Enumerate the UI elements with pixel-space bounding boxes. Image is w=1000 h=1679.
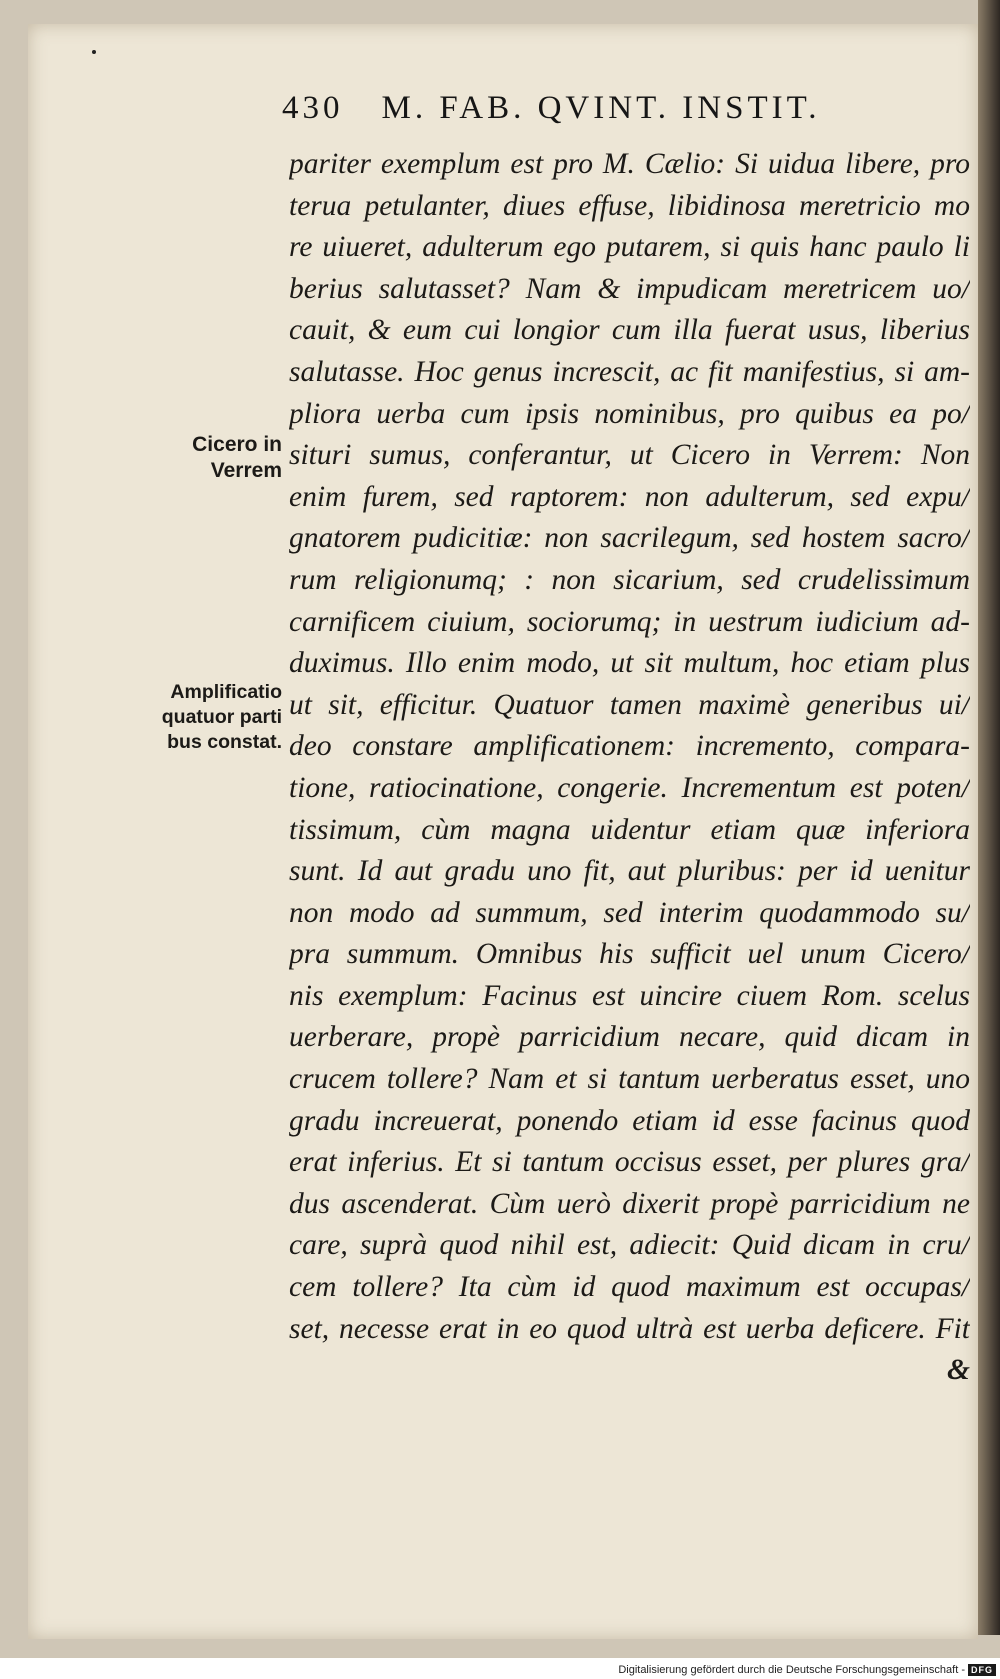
footer-text: Digitalisierung gefördert durch die Deutsche Forschungsgemeinschaft -	[618, 1664, 965, 1676]
text-line: gnatorem pudicitiæ: non sacrilegum, sed hostem sacro/	[289, 522, 970, 555]
text-line: dus ascenderat. Cùm uerò dixerit propè parricidium ne	[289, 1187, 970, 1220]
digitization-footer	[618, 1664, 996, 1676]
text-line: ut sit, efficitur. Quatuor tamen maximè generibus ui/	[289, 688, 970, 721]
text-line: pra summum. Omnibus his sufficit uel unum Cicero/	[289, 938, 970, 971]
catchword: &	[947, 1354, 970, 1387]
text-line: re uiueret, adulterum ego putarem, si quis hanc paulo li	[289, 231, 970, 264]
margin-note-line: Amplificatio	[170, 681, 282, 703]
margin-note-amplificatio	[120, 680, 282, 755]
margin-note-line: Verrem	[210, 459, 282, 482]
text-line: uerberare, propè parricidium necare, quid dicam in	[289, 1021, 970, 1054]
running-title: M. FAB. QVINT. INSTIT.	[381, 90, 821, 126]
text-line: situri sumus, conferantur, ut Cicero in Verrem: Non	[289, 439, 970, 472]
text-line: tione, ratiocinatione, congerie. Incrementum est poten/	[289, 771, 970, 804]
text-line: cem tollere? Ita cùm id quod maximum est occupas/	[289, 1271, 970, 1304]
text-line: erat inferius. Et si tantum occisus esset, per plures gra/	[289, 1146, 970, 1179]
text-line: non modo ad summum, sed interim quodammodo su/	[289, 896, 970, 929]
text-line: care, suprà quod nihil est, adiecit: Quid dicam in cru/	[289, 1229, 970, 1262]
text-line: tissimum, cùm magna uidentur etiam quæ inferiora	[289, 813, 970, 846]
text-line: carnificem ciuium, sociorumq; in uestrum iudicium ad-	[289, 605, 970, 638]
text-line: berius salutasset? Nam & impudicam meretricem uo/	[289, 272, 970, 305]
text-line: deo constare amplificationem: incremento, compara-	[289, 730, 970, 763]
margin-note-line: bus constat.	[167, 731, 282, 753]
text-line: cauit, & eum cui longior cum illa fuerat usus, liberius	[289, 314, 970, 347]
text-line: crucem tollere? Nam et si tantum uerberatus esset, uno	[289, 1063, 970, 1096]
text-line: terua petulanter, diues effuse, libidinosa meretricio mo	[289, 189, 970, 222]
text-line: sunt. Id aut gradu uno fit, aut pluribus: per id uenitur	[289, 855, 970, 888]
margin-note-cicero	[150, 432, 282, 484]
text-line: duximus. Illo enim modo, ut sit multum, hoc etiam plus	[289, 647, 970, 680]
text-line: nis exemplum: Facinus est uincire ciuem Rom. scelus	[289, 979, 970, 1012]
text-line: enim furem, sed raptorem: non adulterum, sed expu/	[289, 480, 970, 513]
margin-note-line: Cicero in	[192, 433, 282, 456]
body-text	[289, 144, 970, 1392]
running-head	[282, 90, 922, 127]
text-line: pariter exemplum est pro M. Cælio: Si uidua libere, pro	[289, 148, 970, 180]
margin-note-line: quatuor parti	[161, 706, 282, 728]
text-line: salutasse. Hoc genus increscit, ac fit manifestius, si am-	[289, 355, 970, 388]
page-edge-shadow	[978, 0, 1000, 1635]
text-line: pliora uerba cum ipsis nominibus, pro quibus ea po/	[289, 397, 970, 430]
text-line: set, necesse erat in eo quod ultrà est uerba deficere. Fit	[289, 1312, 970, 1345]
text-line: gradu increuerat, ponendo etiam id esse facinus quod	[289, 1104, 970, 1137]
ink-mark	[92, 50, 96, 54]
text-line: rum religionumq; : non sicarium, sed crudelissimum	[289, 563, 970, 596]
dfg-logo: DFG	[968, 1664, 996, 1676]
page-number: 430	[282, 90, 344, 126]
